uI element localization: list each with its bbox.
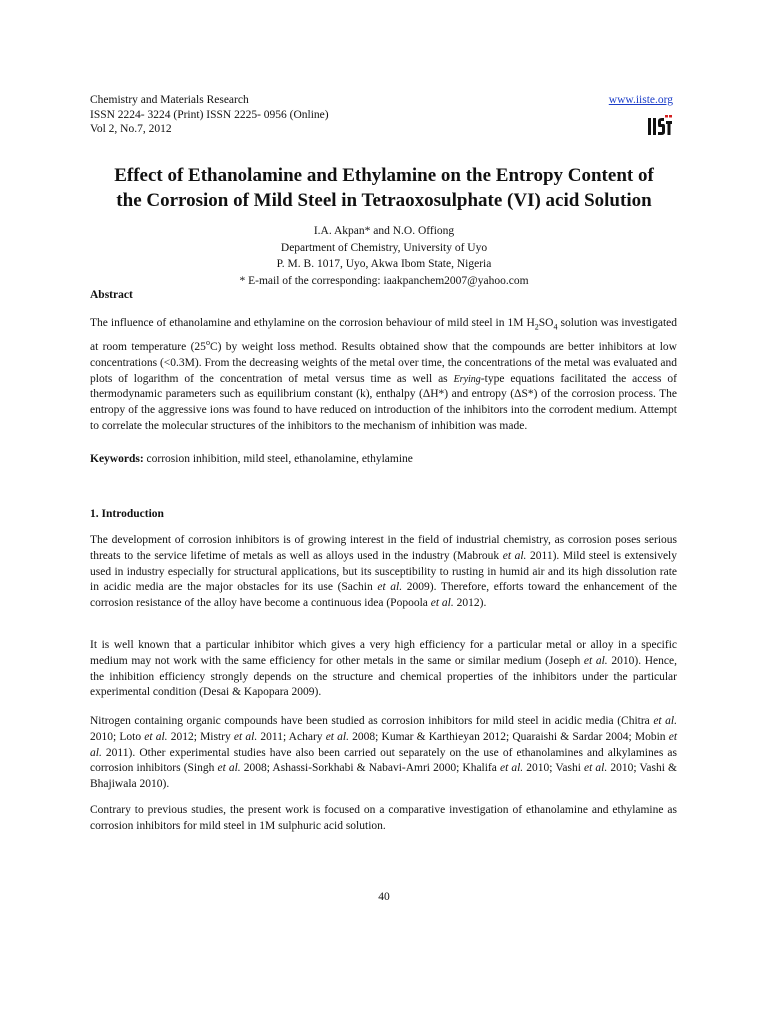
intro-paragraph-2 — [90, 638, 677, 701]
text-span: 2009). Therefore, efforts toward the enhancement of the corrosion resistance of the alloy have become a continuous idea (Popoola — [90, 581, 678, 610]
abstract-text-3: C) by weight loss method. Results obtained show that the compounds are better inhibitors at low concentrations (<0.3M). From the decreasing weights of the metal over time, the concentrations of the metal was evaluated and plots of logarithm of the concentration of metal versus time as well as — [90, 340, 677, 385]
et-al: et al. — [90, 730, 678, 759]
volume-line: Vol 2, No.7, 2012 — [90, 123, 172, 135]
text-span: 2010). Hence, the inhibition efficiency strongly depends on the structure and chemical properties of the inhibitors under the particular experimental condition (Desai & Kapopara 2009). — [90, 654, 677, 699]
intro-paragraph-4 — [90, 803, 677, 835]
et-al: et al. — [233, 730, 258, 743]
author-names: I.A. Akpan* and N.O. Offiong — [313, 225, 455, 237]
abstract-heading — [90, 288, 677, 304]
iiste-logo — [648, 115, 674, 135]
et-al: et al. — [653, 715, 677, 727]
et-al: et al. — [217, 762, 241, 775]
paper-title — [60, 163, 708, 213]
text-span: 2008; Ashassi-Sorkhabi & Nabavi-Amri 2000; Khalifa — [240, 762, 500, 775]
issn-line: ISSN 2224- 3224 (Print) ISSN 2225- 0956 (Online) — [90, 108, 329, 121]
abstract-text-2: solution was investigated at room temperature (25 — [90, 317, 677, 353]
abstract-heading-text: Abstract — [90, 289, 133, 301]
keywords-label: Keywords: — [90, 453, 144, 465]
text-span: 2010; Loto — [90, 730, 145, 743]
journal-url-link[interactable]: www.iiste.org — [608, 94, 673, 106]
text-span: 2008; Kumar & Karthieyan 2012; Quaraishi & Sardar 2004; Mobin — [349, 730, 669, 743]
page-number: 40 — [378, 891, 390, 903]
text-span: The development of corrosion inhibitors is of growing interest in the field of industrial chemistry, as corrosion poses serious threats to the service lifetime of metals as well as alloys used in the industry (Mabrouk — [90, 534, 677, 562]
author-address: P. M. B. 1017, Uyo, Akwa Ibom State, Nigeria — [276, 258, 492, 270]
keywords — [90, 452, 677, 468]
section-heading-introduction — [90, 507, 677, 523]
journal-name: Chemistry and Materials Research — [90, 94, 249, 106]
et-al: et al. — [502, 549, 527, 562]
et-al: et al. — [430, 597, 454, 610]
et-al: et al. — [325, 730, 349, 743]
title-line-1: Effect of Ethanolamine and Ethylamine on the Entropy Content of — [114, 165, 654, 186]
intro-paragraph-1 — [90, 533, 677, 612]
et-al: et al. — [144, 730, 168, 743]
text-span: 2011). Mild steel is extensively used in industry especially for structural applications, but its susceptibility to rusting in humid air and its high dissolution rate in acidic media are the major obstacles for its use (Sachin — [90, 549, 678, 594]
abstract-text-4: -type equations facilitated the access of thermodynamic parameters such as equilibrium constant (k), enthalpy (ΔH*) and entropy (ΔS*) of the corrosion process. The entropy of the aggressive ions was found to have reduced on introduction of the inhibitors into the corrodent medium. Attempt to correlate the molecular structures of the inhibitors to the mechanism of inhibition was made. — [90, 372, 678, 432]
et-al: et al. — [584, 762, 608, 775]
author-department: Department of Chemistry, University of Uyo — [280, 241, 488, 254]
subscript-2: 2 — [534, 322, 539, 332]
superscript-o: o — [205, 338, 210, 348]
text-span: 2010; Vashi — [523, 762, 585, 775]
author-block — [60, 223, 708, 289]
text-span: Nitrogen containing organic compounds have been studied as corrosion inhibitors for mild steel in acidic media (Chitra — [90, 715, 654, 727]
abstract-paragraph — [90, 316, 677, 435]
text-span: 2012; Mistry — [167, 730, 234, 743]
text-span: It is well known that a particular inhibitor which gives a very high efficiency for a particular metal or alloy in a specific medium may not work with the same efficiency for other metals in the same or similar medium (Joseph — [90, 639, 677, 667]
keywords-list: corrosion inhibition, mild steel, ethanolamine, ethylamine — [143, 453, 413, 465]
abstract-text-so: SO — [538, 317, 554, 329]
et-al: et al. — [377, 581, 403, 594]
text-span: 2012). — [453, 597, 487, 610]
abstract-text-1: The influence of ethanolamine and ethylamine on the corrosion behaviour of mild steel in 1M H — [90, 317, 535, 329]
running-header — [90, 93, 675, 137]
title-line-2: the Corrosion of Mild Steel in Tetraoxosulphate (VI) acid Solution — [116, 190, 652, 211]
et-al: et al. — [499, 762, 524, 775]
text-span: 2011). Other experimental studies have also been carried out separately on the use of ethanolamines and alkylamines as corrosion inhibitors (Singh — [90, 746, 677, 775]
text-span: 2011; Achary — [257, 730, 326, 743]
text-span: 2010; Vashi & Bhajiwala 2010). — [90, 762, 677, 791]
intro-paragraph-4-text: Contrary to previous studies, the present work is focused on a comparative investigation of ethanolamine and ethylamine as corrosion inhibitors for mild steel in 1M sulphuric acid solution. — [90, 804, 677, 832]
subscript-4: 4 — [553, 322, 558, 332]
intro-heading: 1. Introduction — [90, 508, 164, 520]
intro-paragraph-3 — [90, 714, 677, 793]
erying-term: Erying — [453, 373, 481, 385]
et-al: et al. — [583, 654, 608, 667]
corresponding-email: * E-mail of the corresponding: iaakpanchem2007@yahoo.com — [239, 274, 529, 287]
